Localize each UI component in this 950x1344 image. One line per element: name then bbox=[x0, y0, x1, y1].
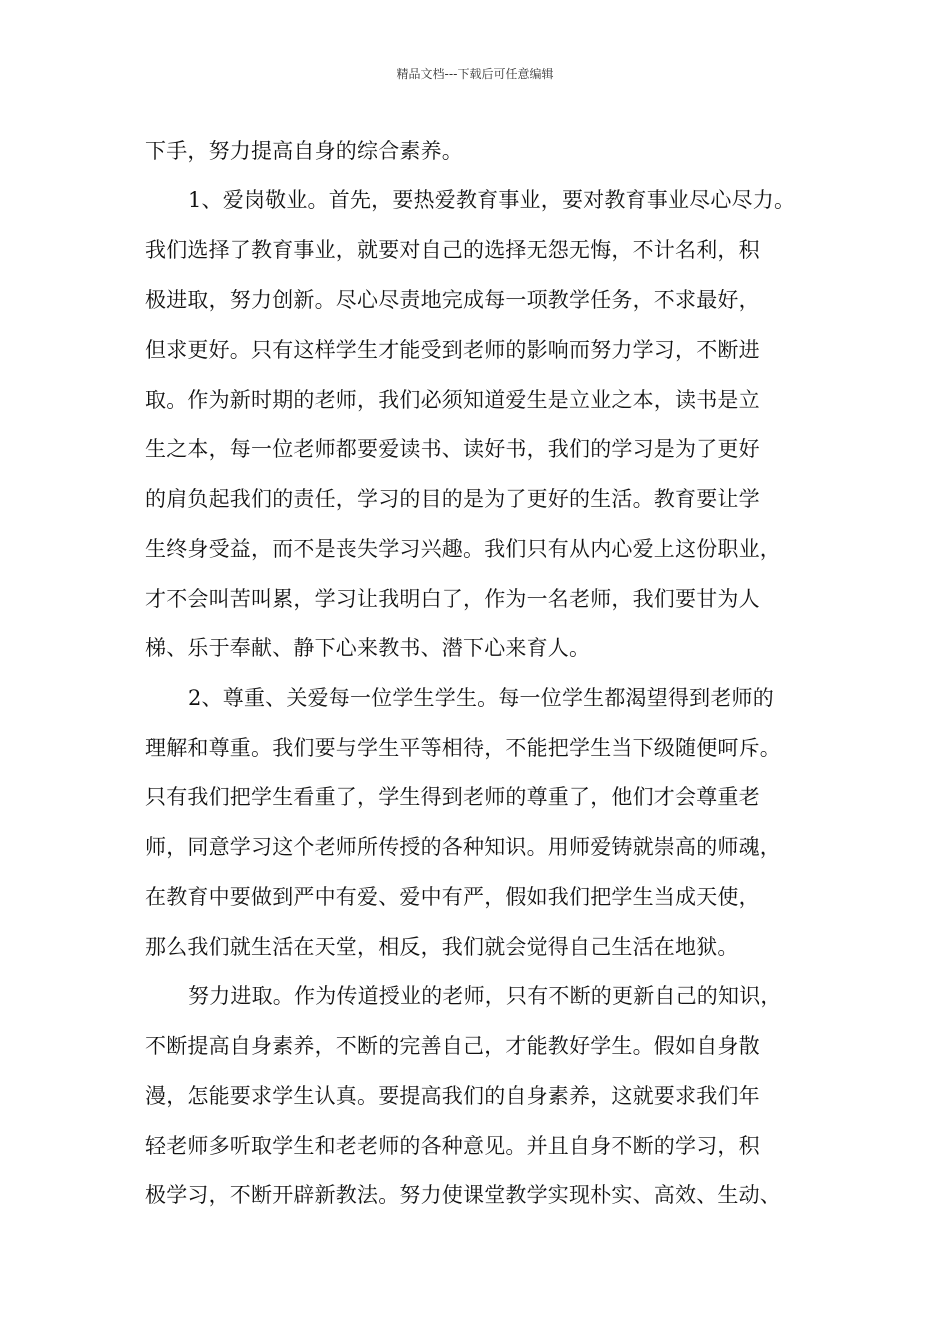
text-line: 只有我们把学生看重了，学生得到老师的尊重了，他们才会尊重老 bbox=[145, 785, 760, 809]
text-line: 下手，努力提高自身的综合素养。 bbox=[145, 139, 463, 163]
text-line: 在教育中要做到严中有爱、爱中有严，假如我们把学生当成天使， bbox=[145, 885, 760, 909]
text-line: 取。作为新时期的老师，我们必须知道爱生是立业之本，读书是立 bbox=[145, 388, 760, 412]
paragraph-start-line: 1、爱岗敬业。首先，要热爱教育事业，要对教育事业尽心尽力。 bbox=[188, 188, 796, 212]
text-line: 我们选择了教育事业，就要对自己的选择无怨无悔，不计名利，积 bbox=[145, 238, 760, 262]
text-line: 理解和尊重。我们要与学生平等相待，不能把学生当下级随便呵斥。 bbox=[145, 736, 781, 760]
paragraph-start-line: 2、尊重、关爱每一位学生学生。每一位学生都渴望得到老师的 bbox=[188, 686, 774, 710]
page-header: 精品文档---下载后可任意编辑 bbox=[396, 67, 554, 81]
text-line: 生之本，每一位老师都要爱读书、读好书，我们的学习是为了更好 bbox=[145, 437, 760, 461]
text-line: 梯、乐于奉献、静下心来教书、潜下心来育人。 bbox=[145, 636, 591, 660]
text-line: 生终身受益，而不是丧失学习兴趣。我们只有从内心爱上这份职业， bbox=[145, 537, 781, 561]
text-line: 师，同意学习这个老师所传授的各种知识。用师爱铸就崇高的师魂， bbox=[145, 835, 781, 859]
text-line: 才不会叫苦叫累，学习让我明白了，作为一名老师，我们要甘为人 bbox=[145, 587, 760, 611]
text-line: 的肩负起我们的责任，学习的目的是为了更好的生活。教育要让学 bbox=[145, 487, 760, 511]
text-line: 那么我们就生活在天堂，相反，我们就会觉得自己生活在地狱。 bbox=[145, 935, 739, 959]
text-line: 极进取，努力创新。尽心尽责地完成每一项教学任务，不求最好， bbox=[145, 288, 760, 312]
text-line: 不断提高自身素养，不断的完善自己，才能教好学生。假如自身散 bbox=[145, 1034, 760, 1058]
text-line: 轻老师多听取学生和老老师的各种意见。并且自身不断的学习，积 bbox=[145, 1134, 760, 1158]
paragraph-start-line: 努力进取。作为传道授业的老师，只有不断的更新自己的知识， bbox=[188, 984, 782, 1008]
text-line: 漫，怎能要求学生认真。要提高我们的自身素养，这就要求我们年 bbox=[145, 1084, 760, 1108]
text-line: 但求更好。只有这样学生才能受到老师的影响而努力学习，不断进 bbox=[145, 338, 760, 362]
text-line: 极学习，不断开辟新教法。努力使课堂教学实现朴实、高效、生动、 bbox=[145, 1183, 781, 1207]
